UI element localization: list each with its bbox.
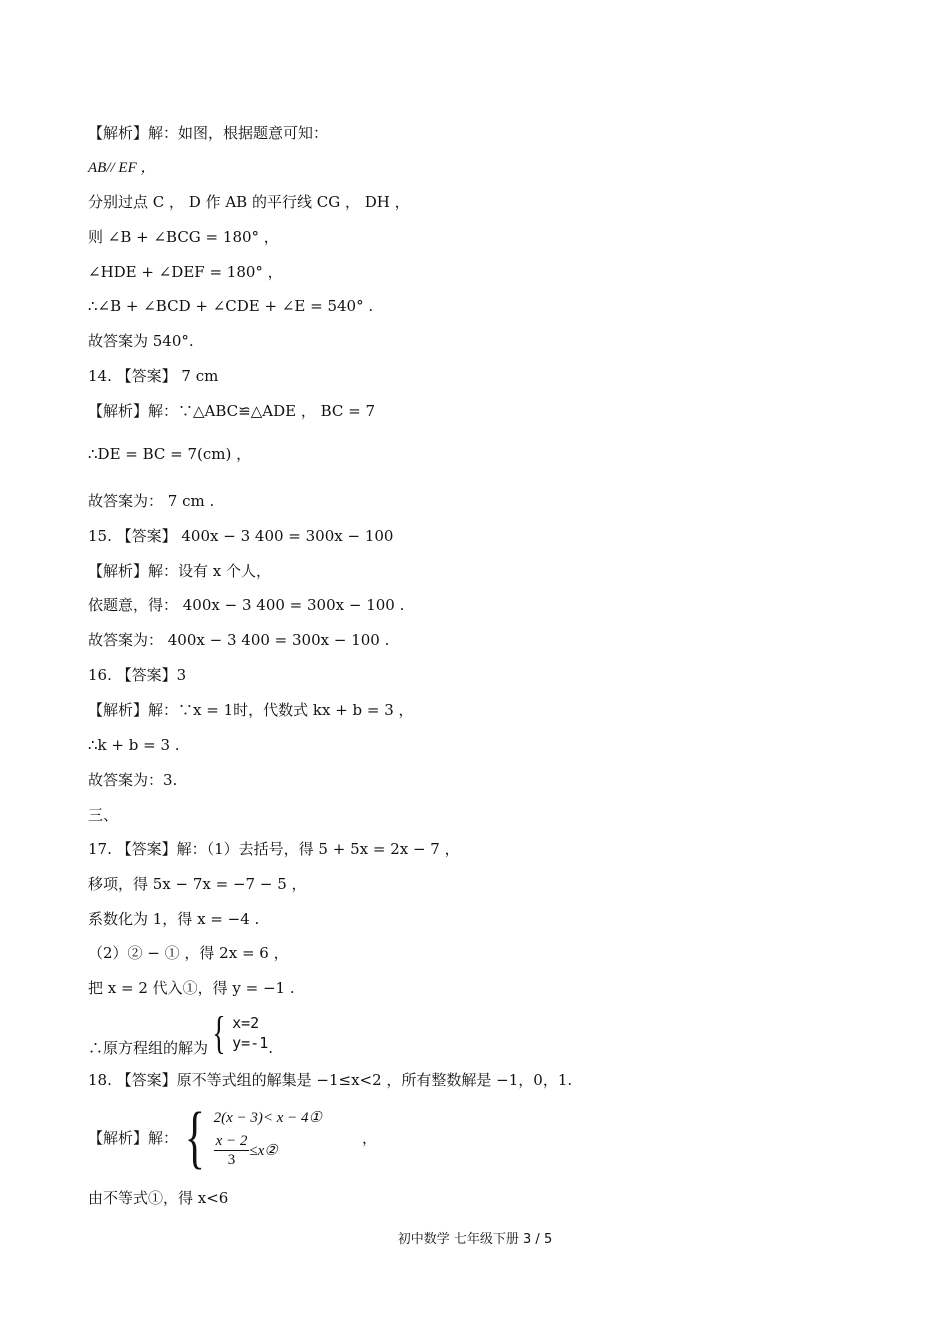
text-line: ∴DE = BC = 7(cm) ，	[88, 445, 252, 463]
text-line: 【解析】解：∵x = 1时，代数式 kx + b = 3 ，	[88, 701, 414, 719]
text-line: 故答案为：3.	[88, 771, 178, 789]
text-line: 【解析】解：如图，根据题意可知：	[88, 124, 329, 142]
page-footer: 初中数学 七年级下册 3 / 5	[397, 1232, 553, 1247]
inequality-line	[88, 1100, 377, 1176]
text-line: 移项，得 5x − 7x = −7 − 5 ，	[88, 875, 307, 893]
text-line: 由不等式①，得 x<6	[88, 1189, 229, 1207]
inequality-row: 2(x − 3)< x − 4①	[213, 1109, 322, 1126]
solution-suffix: .	[268, 1039, 274, 1057]
inequality-row	[214, 1132, 322, 1169]
inequality-tail: ≤x②	[249, 1142, 278, 1159]
text-line: 【解析】解：∵△ABC≌△ADE ， BC = 7	[88, 402, 376, 420]
text-line: 依题意，得： 400x − 3 400 = 300x − 100 .	[88, 596, 405, 614]
text-line: 18. 【答案】原不等式组的解集是 −1≤x<2 ，所有整数解是 −1，0，1.	[88, 1071, 573, 1089]
fraction-denominator: 3	[227, 1151, 236, 1168]
text-line: 15. 【答案】 400x − 3 400 = 300x − 100	[88, 527, 394, 545]
text-line: 把 x = 2 代入①，得 y = −1 .	[88, 979, 295, 997]
inequality-system	[178, 1099, 322, 1176]
solution-line	[88, 1008, 273, 1058]
analysis-prefix: 【解析】解：	[88, 1129, 179, 1147]
system-row: x=2	[232, 1014, 260, 1032]
text-line: 17. 【答案】解：（1）去括号，得 5 + 5x = 2x − 7 ，	[88, 840, 460, 858]
text-line: 则 ∠B + ∠BCG = 180° ，	[88, 228, 279, 246]
text-line: ∴∠B + ∠BCD + ∠CDE + ∠E = 540° .	[88, 297, 374, 315]
equation-system	[208, 1007, 269, 1058]
system-row: y=-1	[232, 1034, 269, 1052]
text-line: 系数化为 1，得 x = −4 .	[88, 910, 260, 928]
fraction	[214, 1132, 250, 1169]
text-line: ∴k + b = 3 .	[88, 736, 180, 754]
fraction-numerator: x − 2	[215, 1132, 248, 1149]
text-line: 故答案为： 7 cm .	[88, 492, 215, 510]
left-brace-icon: {	[184, 1099, 205, 1176]
inequality-suffix: ，	[362, 1129, 378, 1147]
text-line: AB// EF ，	[88, 160, 156, 176]
text-line: 【解析】解：设有 x 个人，	[88, 562, 271, 580]
solution-prefix: ∴原方程组的解为	[88, 1039, 209, 1057]
text-line: 三、	[88, 806, 119, 824]
text-line: 14. 【答案】 7 cm	[88, 367, 219, 385]
text-line: 分别过点 C ， D 作 AB 的平行线 CG ， DH ，	[88, 193, 410, 211]
text-line: 故答案为： 400x − 3 400 = 300x − 100 .	[88, 631, 390, 649]
text-line: ∠HDE + ∠DEF = 180° ，	[88, 263, 283, 281]
text-line: 16. 【答案】3	[88, 666, 187, 684]
text-line: 故答案为 540°.	[88, 332, 194, 350]
text-line: （2）② − ① ，得 2x = 6 ，	[88, 944, 289, 962]
left-brace-icon: {	[212, 1007, 226, 1058]
